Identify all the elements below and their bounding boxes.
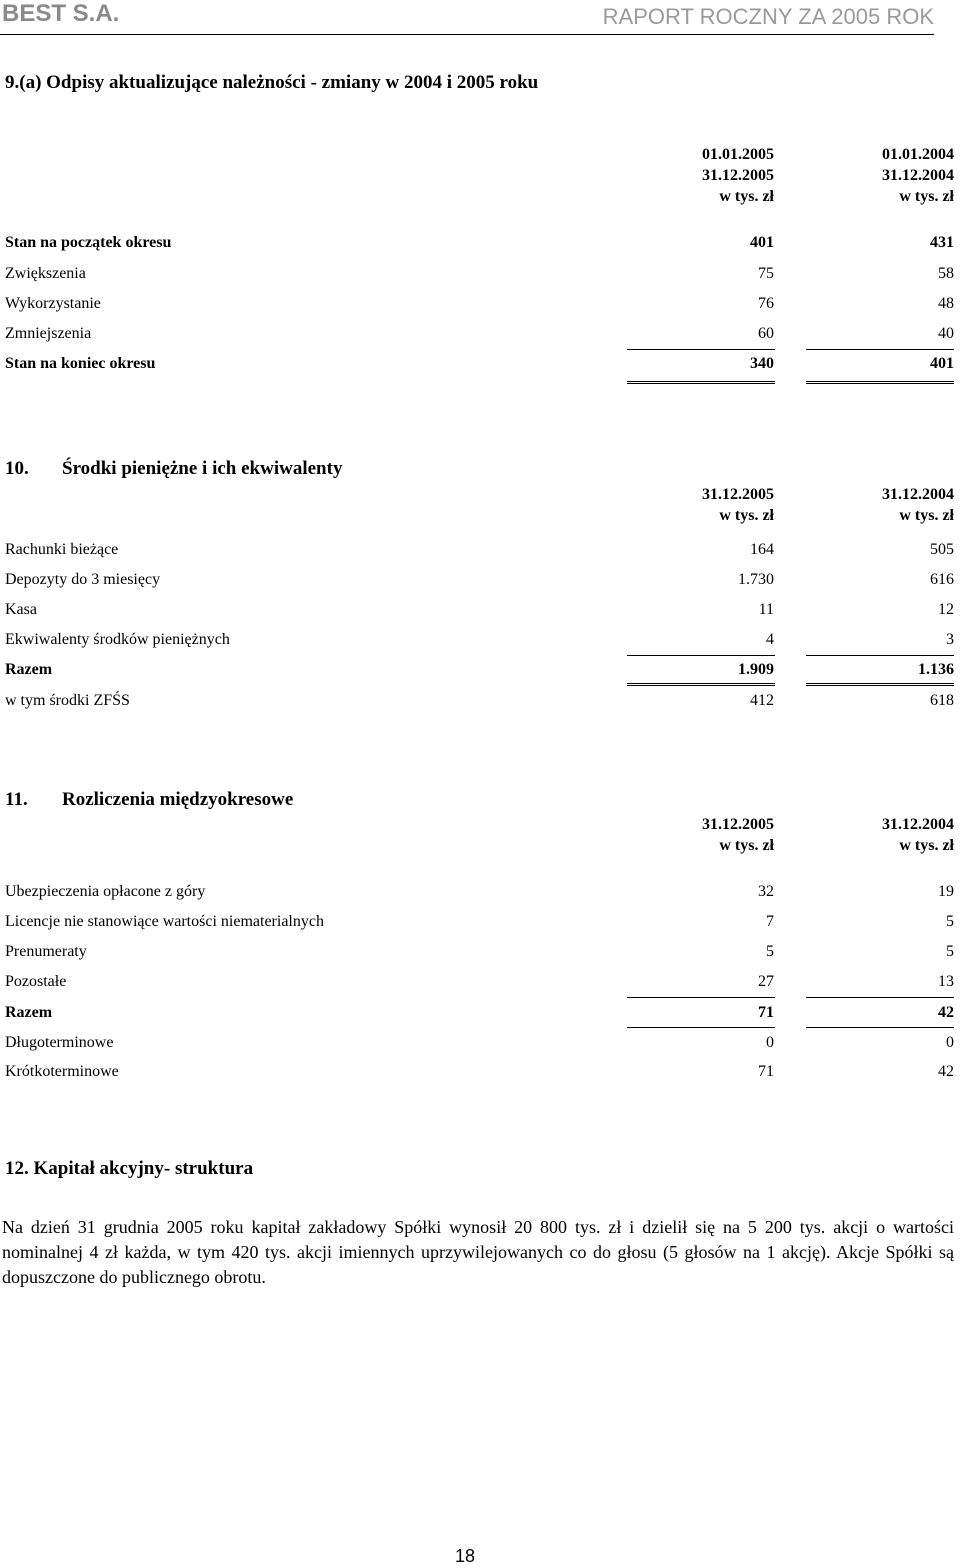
section-10-col2-header (882, 484, 954, 526)
col2-unit: w tys. zł (899, 507, 954, 524)
row-value-2004: 12 (938, 601, 954, 618)
table-row (0, 631, 960, 655)
col1-date: 31.12.2005 (702, 486, 774, 503)
row-label: Krótkoterminowe (5, 1063, 119, 1080)
row-value-2005: 60 (758, 325, 774, 342)
row-value-2004: 618 (930, 692, 954, 709)
subtotal-rule (806, 997, 954, 998)
row-label: Depozyty do 3 miesięcy (5, 571, 161, 588)
subtotal-rule (627, 997, 775, 998)
subtotal-rule (627, 349, 775, 350)
row-value-2005: 32 (758, 883, 774, 900)
section-10-col1-header (702, 484, 774, 526)
table-row (0, 295, 960, 319)
row-value-2005: 76 (758, 295, 774, 312)
section-11-number: 11. (5, 789, 28, 810)
table-row (0, 234, 960, 258)
row-value-2004: 42 (938, 1063, 954, 1080)
row-label: Kasa (5, 601, 37, 618)
row-label: Stan na koniec okresu (5, 355, 156, 372)
table-row (0, 601, 960, 625)
row-label: Ekwiwalenty środków pieniężnych (5, 631, 230, 648)
subtotal-rule (806, 655, 954, 656)
row-value-2005: 4 (766, 631, 774, 648)
section-12-paragraph: Na dzień 31 grudnia 2005 roku kapitał zakładowy Spółki wynosił 20 800 tys. zł i dzielił się na 5 200 tys. akcji o wartości nominalnej 4 zł każda, w tym 420 tys. akcji imiennych uprzywilejowanych co do głosu (5 głosów na 1 akcję). Akcje Spółki są dopuszczone do publicznego obrotu. (2, 1217, 954, 1287)
row-value-2005: 401 (750, 234, 774, 251)
section-10-number: 10. (5, 458, 29, 479)
row-value-2005: 0 (766, 1034, 774, 1051)
col1-unit: w tys. zł (719, 188, 774, 205)
row-value-2005: 11 (758, 601, 774, 618)
company-name: BEST S.A. (2, 0, 120, 27)
row-value-2005: 27 (758, 973, 774, 990)
row-label: Rachunki bieżące (5, 541, 119, 558)
table-row (0, 692, 960, 716)
section-11-col1-header (702, 814, 774, 856)
row-label: Licencje nie stanowiące wartości niematerialnych (5, 913, 324, 930)
row-label: w tym środki ZFŚS (5, 692, 130, 709)
row-value-2004: 505 (930, 541, 954, 558)
header-divider (0, 34, 934, 35)
col1-unit: w tys. zł (719, 837, 774, 854)
row-value-2005: 340 (750, 355, 774, 372)
total-double-rule (627, 381, 775, 384)
row-value-2005: 75 (758, 265, 774, 282)
section-10-title: Środki pieniężne i ich ekwiwalenty (62, 458, 343, 479)
row-value-2005: 7 (766, 913, 774, 930)
table-row (0, 913, 960, 937)
row-value-2004: 431 (930, 234, 954, 251)
col1-date-from: 01.01.2005 (702, 146, 774, 163)
section-9-col2-header (882, 144, 954, 207)
row-label: Ubezpieczenia opłacone z góry (5, 883, 206, 900)
row-value-2004: 1.136 (918, 661, 954, 678)
table-row-total (0, 355, 960, 379)
row-value-2005: 412 (750, 692, 774, 709)
col2-unit: w tys. zł (899, 837, 954, 854)
report-title: RAPORT ROCZNY ZA 2005 ROK (602, 4, 934, 29)
page-number: 18 (454, 1546, 476, 1566)
row-value-2005: 71 (758, 1063, 774, 1080)
row-value-2004: 42 (938, 1004, 954, 1021)
table-row (0, 1063, 960, 1087)
row-value-2004: 5 (946, 943, 954, 960)
row-label: Wykorzystanie (5, 295, 101, 312)
col1-unit: w tys. zł (719, 507, 774, 524)
row-label: Pozostałe (5, 973, 67, 990)
section-11-title: Rozliczenia międzyokresowe (62, 789, 294, 810)
col2-unit: w tys. zł (899, 188, 954, 205)
table-row (0, 541, 960, 565)
row-value-2005: 5 (766, 943, 774, 960)
table-row (0, 325, 960, 349)
row-value-2005: 1.730 (738, 571, 774, 588)
section-12-title: 12. Kapitał akcyjny- struktura (5, 1158, 254, 1179)
row-value-2004: 401 (930, 355, 954, 372)
total-double-rule (627, 683, 775, 686)
section-9-col1-header (702, 144, 774, 207)
row-value-2004: 40 (938, 325, 954, 342)
row-value-2004: 13 (938, 973, 954, 990)
row-label: Stan na początek okresu (5, 234, 172, 251)
col2-date: 31.12.2004 (882, 816, 954, 833)
row-value-2004: 616 (930, 571, 954, 588)
total-double-rule (806, 683, 954, 686)
row-value-2005: 71 (758, 1004, 774, 1021)
section-9-title: 9.(a) Odpisy aktualizujące należności - zmiany w 2004 i 2005 roku (5, 72, 539, 93)
row-value-2004: 5 (946, 913, 954, 930)
row-label: Razem (5, 1004, 53, 1021)
table-row-total (0, 661, 960, 685)
total-double-rule (806, 381, 954, 384)
row-value-2004: 19 (938, 883, 954, 900)
table-row (0, 943, 960, 967)
row-value-2004: 58 (938, 265, 954, 282)
row-value-2005: 1.909 (738, 661, 774, 678)
table-row (0, 883, 960, 907)
row-label: Razem (5, 661, 53, 678)
col2-date: 31.12.2004 (882, 486, 954, 503)
row-label: Długoterminowe (5, 1034, 114, 1051)
total-rule (627, 1027, 775, 1028)
row-label: Prenumeraty (5, 943, 87, 960)
row-label: Zmniejszenia (5, 325, 92, 342)
section-11-col2-header (882, 814, 954, 856)
table-row-total (0, 1004, 960, 1028)
subtotal-rule (627, 655, 775, 656)
table-row (0, 265, 960, 289)
table-row (0, 973, 960, 997)
row-value-2005: 164 (750, 541, 774, 558)
col1-date-to: 31.12.2005 (702, 167, 774, 184)
table-row (0, 1034, 960, 1058)
row-label: Zwiększenia (5, 265, 86, 282)
col1-date: 31.12.2005 (702, 816, 774, 833)
row-value-2004: 3 (946, 631, 954, 648)
col2-date-to: 31.12.2004 (882, 167, 954, 184)
table-row (0, 571, 960, 595)
row-value-2004: 48 (938, 295, 954, 312)
col2-date-from: 01.01.2004 (882, 146, 954, 163)
subtotal-rule (806, 349, 954, 350)
total-rule (806, 1027, 954, 1028)
row-value-2004: 0 (946, 1034, 954, 1051)
